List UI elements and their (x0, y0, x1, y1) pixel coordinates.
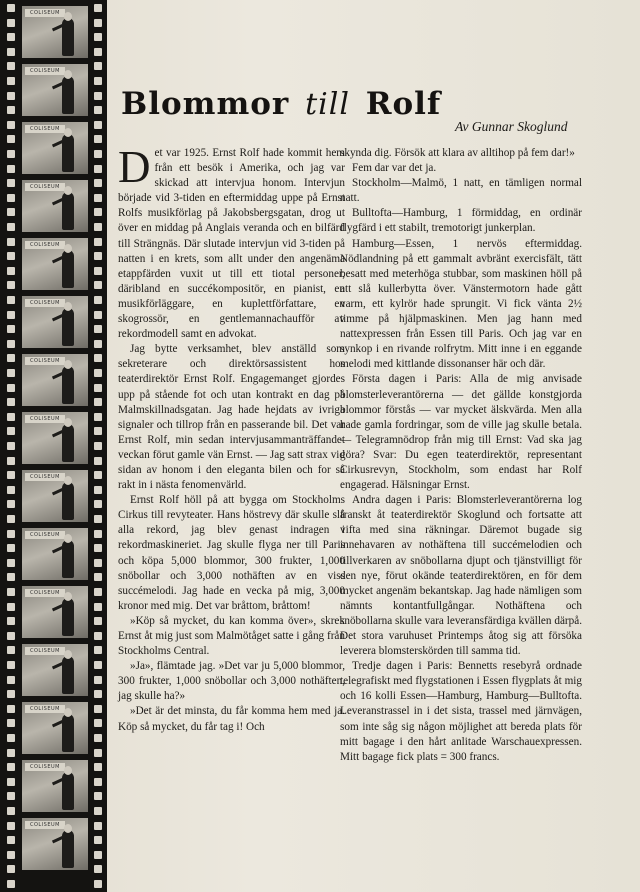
film-perforation (94, 632, 102, 640)
film-perforation (94, 121, 102, 129)
film-perforation (7, 194, 15, 202)
film-perforation (7, 778, 15, 786)
performer-head (64, 128, 72, 137)
film-perforation (94, 646, 102, 654)
film-perforation (94, 763, 102, 771)
paragraph: Andra dagen i Paris: Blomsterleverantörerna log franskt åt teaterdirektör Skoglund och fortsatte att vifta med sina räkningar. Däremot bugade sig innehavaren av nothäftena till succémelodien och tillverkaren av snöbollarna djupt och tjänstvilligt för den nye, förut okände teaterdirektören, en för dem mycket angenäm bekantskap. Jag hade nämligen som nämnts kontantfullgångar. Nothäftena och snöbollarna skulle vara leveransfärdiga kvällen därpå. Det stora varuhuset Printemps åtog sig att försöka leverera blomsterskörden till samma tid. (340, 494, 582, 658)
film-perforation (94, 690, 102, 698)
film-perforation (94, 851, 102, 859)
film-frame (22, 412, 88, 464)
paragraph: »Köp så mycket, du kan komma över», skrek Ernst åt mig just som Malmötåget satte i gång från Stockholms Central. (118, 614, 345, 658)
performer-head (64, 476, 72, 485)
film-frame (22, 528, 88, 580)
film-perforation (94, 471, 102, 479)
film-perforation (94, 281, 102, 289)
film-perforation (94, 77, 102, 85)
performer-figure (62, 250, 74, 288)
film-perforation (94, 442, 102, 450)
film-perforation (7, 325, 15, 333)
film-perforation (7, 719, 15, 727)
frame-sign: COLISEUM (25, 763, 65, 771)
performer-head (64, 708, 72, 717)
film-perforation (94, 719, 102, 727)
performer-figure (62, 366, 74, 404)
film-perforation (94, 150, 102, 158)
film-perforation (94, 413, 102, 421)
film-perforation (94, 296, 102, 304)
performer-head (64, 534, 72, 543)
film-perforation (7, 106, 15, 114)
film-perforation (7, 77, 15, 85)
performer-head (64, 12, 72, 21)
film-perforation (7, 427, 15, 435)
frame-sign: COLISEUM (25, 647, 65, 655)
film-perforation (94, 179, 102, 187)
paragraph: »Ja», flämtade jag. »Det var ju 5,000 blommor, 300 frukter, 1,000 snöbollar och 3,000 nothäften, jag skulle ha?» (118, 660, 345, 703)
paragraph: »Det är det minsta, du får komma hem med ja. Köp så mycket, du får tag i! Och (118, 705, 345, 733)
film-perforation (7, 500, 15, 508)
performer-figure (62, 482, 74, 520)
film-perforation (7, 281, 15, 289)
paragraph-text: et var 1925. Ernst Rolf hade kommit hem från ett besök i Amerika, och jag var skickad att intervjua honom. Intervjun började vid 3-tiden en eftermiddag uppe på Ernst Rolfs musikförlag på Jakobsbergsgatan, drog ut över en middag på Anglais veranda och en bilfärd till Strängnäs. Där slutade intervjun vid 3-tiden på natten i en krets, som allt under den angenäma etappfärden vuxit ut till ett tiotal personer, däribland en succékompositör, en pianist, en musikförläggare, en kuplettförfattare, en skogrossör, en gentlemannachaufför av rekordmodell samt en advokat. (118, 147, 345, 341)
film-perforation (94, 33, 102, 41)
film-perforation (94, 749, 102, 757)
performer-head (64, 650, 72, 659)
performer-figure (62, 830, 74, 868)
film-perforation (94, 325, 102, 333)
film-perforation (7, 880, 15, 888)
film-perforation (7, 48, 15, 56)
frame-sign: COLISEUM (25, 357, 65, 365)
film-perforation (7, 165, 15, 173)
performer-head (64, 244, 72, 253)
film-perforation (7, 486, 15, 494)
performer-figure (62, 76, 74, 114)
film-perforation (94, 880, 102, 888)
film-perforation (94, 822, 102, 830)
film-perforation (7, 150, 15, 158)
article-column-left (118, 142, 345, 735)
performer-figure (62, 18, 74, 56)
frame-sign: COLISEUM (25, 821, 65, 829)
title-word-till: till (305, 87, 350, 122)
film-strip-image (0, 0, 107, 892)
film-perforation (7, 646, 15, 654)
film-perforation (7, 121, 15, 129)
film-perforation (7, 311, 15, 319)
frame-sign: COLISEUM (25, 67, 65, 75)
film-frames (22, 6, 88, 876)
film-perforation (7, 442, 15, 450)
paragraph: Fem dar var det ja. (352, 162, 437, 175)
film-perforation (7, 544, 15, 552)
frame-sign: COLISEUM (25, 125, 65, 133)
paragraph: Hamburg—Essen, 1 nervös eftermiddag. Nödlandning på ett gammalt avbränt exercisfält, tätt besatt med meterhöga stubbar, som maskinen höll på att slå kullerbytta över. Vänstermotorn hade gått varm, ett kylrör hade sprungit. Vi fick vänta 2½ timme på hjälpmaskinen. Men jag hann med nattexpressen från Essen till Paris. Och jag var en synkop i en rivande rolfrytm. Mitt inne i en eggande melodi med kittlande dissonanser här och där. (340, 237, 582, 371)
film-perforation (94, 194, 102, 202)
film-perforation (94, 106, 102, 114)
film-perforation (94, 676, 102, 684)
film-perforation (7, 19, 15, 27)
film-perforation (7, 661, 15, 669)
film-perforation (7, 690, 15, 698)
film-perforation (7, 33, 15, 41)
film-perforation (7, 179, 15, 187)
film-perforation (7, 822, 15, 830)
film-perforation (7, 208, 15, 216)
performer-figure (62, 772, 74, 810)
film-perforation (94, 165, 102, 173)
film-perforation (7, 865, 15, 873)
film-perforation (94, 500, 102, 508)
film-perforation (94, 252, 102, 260)
performer-figure (62, 424, 74, 462)
film-perforation (94, 544, 102, 552)
film-perforation (94, 19, 102, 27)
performer-head (64, 302, 72, 311)
film-perforation (7, 92, 15, 100)
performer-head (64, 766, 72, 775)
film-perforation (94, 427, 102, 435)
film-perforation (94, 588, 102, 596)
title-word-blommor: Blommor (121, 86, 290, 122)
film-perforation (7, 676, 15, 684)
paragraph (118, 142, 345, 342)
film-perforation (7, 632, 15, 640)
film-frame (22, 64, 88, 116)
paragraph: Jag bytte verksamhet, blev anställd som sekreterare och direktörsassistent hos teaterdirektör Ernst Rolf. Engagemanget gjordes upp på stående fot och utan kontrakt en dag på Malmskillnadsgatan. Jag hade hejdats av ivriga signaler och tillrop från en passerande bil. Det var Ernst Rolf, min sedan intervjusammanträffandet veckan förut gamle vän Ernst. — Jag satt strax vid sidan av honom i den eleganta bilen och for så rakt in i nästa fenomenvärld. (118, 343, 345, 492)
film-frame (22, 586, 88, 638)
film-perforation (94, 4, 102, 12)
frame-sign: COLISEUM (25, 589, 65, 597)
film-frame (22, 760, 88, 812)
performer-head (64, 592, 72, 601)
paragraph: skynda dig. Försök att klara av alltihop på fem dar!» (340, 147, 575, 159)
film-perforation (94, 661, 102, 669)
film-perforation (7, 369, 15, 377)
film-perforation (7, 340, 15, 348)
film-perforation (7, 573, 15, 581)
article-title (121, 86, 441, 122)
film-perforation (94, 369, 102, 377)
frame-sign: COLISEUM (25, 299, 65, 307)
film-perforation (94, 705, 102, 713)
film-perforation (7, 530, 15, 538)
paragraph: Bulltofta—Hamburg, 1 förmiddag, en ordinär flygfärd i ett stabilt, tremotorigt junkerplan. (340, 207, 582, 235)
paragraph: Ernst Rolf höll på att bygga om Stockholms Cirkus till revyteater. Hans höstrevy där skulle slå alla rekord, jag blev genast indragen i rekordmaskineriet. Jag skulle flyga ner till Paris och köpa 5,000 blommor, 300 frukter, 1,000 snöbollar och 3,000 nothäften av en viss succémelodi. Jag hade en vecka på mig, 3,000 kronor med mig. Det var bråttom, bråttom! (118, 494, 345, 612)
film-perforation (7, 559, 15, 567)
film-perforation (94, 486, 102, 494)
film-perforation (94, 267, 102, 275)
film-perforation (7, 705, 15, 713)
performer-figure (62, 714, 74, 752)
film-perforation (94, 92, 102, 100)
film-perforation (7, 267, 15, 275)
film-perforation (7, 763, 15, 771)
title-word-rolf: Rolf (365, 86, 442, 122)
film-perforation (94, 836, 102, 844)
film-perforation (94, 398, 102, 406)
film-perforation (94, 807, 102, 815)
frame-sign: COLISEUM (25, 415, 65, 423)
film-perforation (94, 530, 102, 538)
film-perforation (7, 792, 15, 800)
film-perforation (94, 238, 102, 246)
film-perforation (94, 603, 102, 611)
paragraph: Första dagen i Paris: Alla de mig anvisade blomsterleverantörerna — det gällde konstgjorda blommor förstås — var mycket älskvärda. Men alla hade gamla fordringar, som de ville jag skulle betala. — Telegramnödrop från mig till Ernst: Vad ska jag göra? Svar: Du egen teaterdirektör, representant Cirkusrevyn, Stockholm, som endast har Rolf engagerad. Hälsningar Ernst. (340, 373, 582, 492)
film-frame (22, 354, 88, 406)
performer-figure (62, 192, 74, 230)
film-frame (22, 122, 88, 174)
film-perforation (94, 792, 102, 800)
frame-sign: COLISEUM (25, 531, 65, 539)
film-perforation (94, 734, 102, 742)
film-frame (22, 238, 88, 290)
film-perforation (94, 62, 102, 70)
performer-figure (62, 598, 74, 636)
frame-sign: COLISEUM (25, 183, 65, 191)
article-byline: Av Gunnar Skoglund (455, 119, 568, 134)
performer-head (64, 186, 72, 195)
film-perforation (7, 734, 15, 742)
film-perforation (94, 778, 102, 786)
performer-head (64, 824, 72, 833)
film-perforation (7, 4, 15, 12)
film-perforation (94, 354, 102, 362)
performer-figure (62, 134, 74, 172)
frame-sign: COLISEUM (25, 9, 65, 17)
film-perforation (7, 457, 15, 465)
film-perforation (94, 223, 102, 231)
film-perforation (7, 836, 15, 844)
film-perforation (7, 749, 15, 757)
performer-head (64, 360, 72, 369)
frame-sign: COLISEUM (25, 241, 65, 249)
film-perforation (94, 573, 102, 581)
performer-figure (62, 308, 74, 346)
frame-sign: COLISEUM (25, 473, 65, 481)
film-frame (22, 644, 88, 696)
film-perforation (7, 807, 15, 815)
performer-figure (62, 656, 74, 694)
film-frame (22, 296, 88, 348)
film-perforation (94, 208, 102, 216)
film-perforation (7, 471, 15, 479)
paragraph: Stockholm—Malmö, 1 natt, en tämligen normal natt. (340, 177, 582, 205)
article-column-right (340, 146, 582, 765)
performer-figure (62, 540, 74, 578)
film-perforation (94, 515, 102, 523)
film-perforation (7, 62, 15, 70)
film-frame (22, 180, 88, 232)
film-perforation (7, 296, 15, 304)
performer-head (64, 418, 72, 427)
performer-head (64, 70, 72, 79)
film-perforation (94, 457, 102, 465)
film-perforations-left (7, 0, 15, 892)
film-frame (22, 470, 88, 522)
film-perforation (7, 617, 15, 625)
film-perforation (7, 354, 15, 362)
film-frame (22, 818, 88, 870)
film-perforation (7, 252, 15, 260)
drop-cap: D (118, 142, 151, 192)
film-frame (22, 6, 88, 58)
film-perforation (7, 223, 15, 231)
film-perforation (94, 135, 102, 143)
film-perforation (94, 340, 102, 348)
frame-sign: COLISEUM (25, 705, 65, 713)
film-perforation (7, 384, 15, 392)
film-perforation (7, 851, 15, 859)
film-perforation (94, 48, 102, 56)
film-perforation (94, 865, 102, 873)
film-perforation (7, 398, 15, 406)
film-perforation (7, 515, 15, 523)
film-perforations-right (94, 0, 102, 892)
film-perforation (94, 617, 102, 625)
film-perforation (94, 559, 102, 567)
film-frame (22, 702, 88, 754)
film-perforation (7, 238, 15, 246)
film-perforation (7, 603, 15, 611)
film-perforation (7, 413, 15, 421)
film-perforation (7, 135, 15, 143)
film-perforation (94, 384, 102, 392)
film-perforation (94, 311, 102, 319)
paragraph: Tredje dagen i Paris: Bennetts resebyrå ordnade telegrafiskt med flygstationen i Essen flygplats åt mig och 16 kolli Essen—Hamburg, Hamburg—Bulltofta. Leveranstrassel in i det sista, trassel med järnvägen, som inte såg sig någon möjlighet att bereda plats för mitt bagage i den hårt anlitade Warschauexpressen. Mitt bagage fick plats = 300 francs. (340, 660, 582, 763)
film-perforation (7, 588, 15, 596)
